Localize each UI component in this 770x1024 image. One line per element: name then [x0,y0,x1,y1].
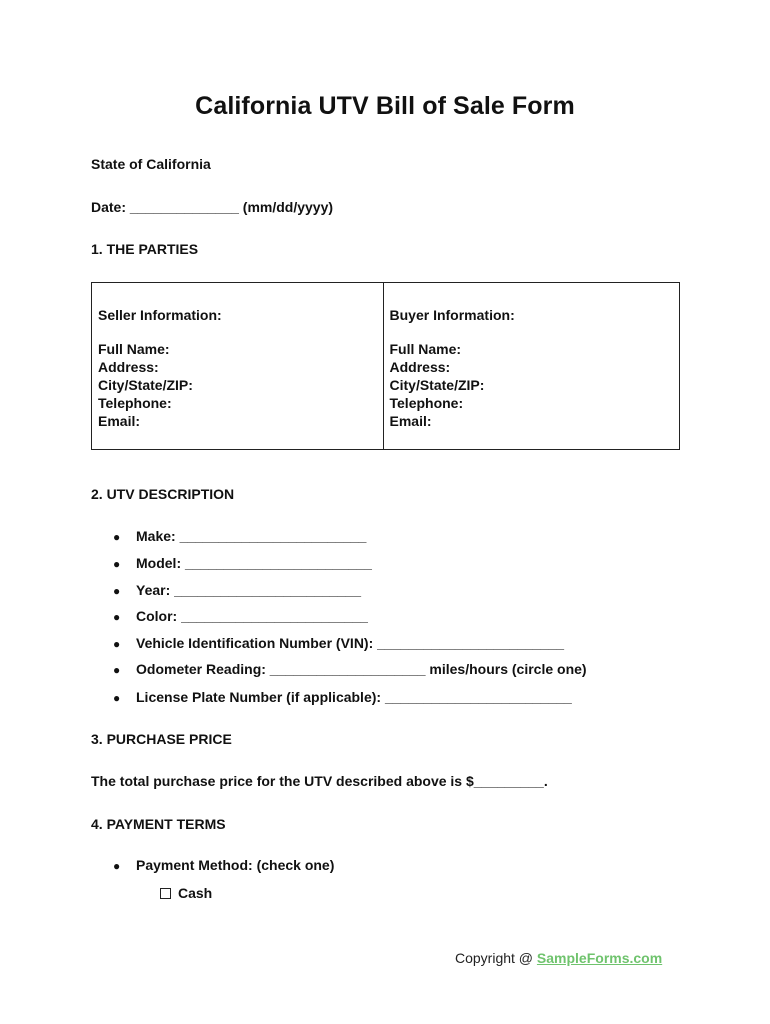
section-purchase-heading: 3. PURCHASE PRICE [91,731,232,747]
seller-cell [92,283,383,449]
copyright-text: Copyright @ [455,950,537,966]
bullet-icon: ● [113,859,121,873]
list-item-odometer: ● Odometer Reading: ____________________ miles/hours (circle one) [113,661,587,677]
buyer-field-email: Email: [389,413,432,429]
payment-option-cash-label: Cash [178,885,213,901]
list-item-model: ● Model: ________________________ [113,555,372,571]
buyer-fields [390,340,485,430]
bullet-icon: ● [113,663,121,677]
seller-field-telephone: Telephone: [98,395,172,411]
list-item-year: ● Year: ________________________ [113,582,362,598]
bullet-icon: ● [113,530,121,544]
seller-field-full-name: Full Name: [98,341,170,357]
bullet-icon: ● [113,610,121,624]
list-item-color: ● Color: ________________________ [113,608,368,624]
list-item-make: ● Make: ________________________ [113,528,367,544]
checkbox-icon[interactable] [160,888,171,899]
section-description-heading: 2. UTV DESCRIPTION [91,486,235,502]
sampleforms-link[interactable]: SampleForms.com [536,950,663,966]
copyright-footer [455,950,662,966]
buyer-field-full-name: Full Name: [389,341,462,357]
list-item-vin: ● Vehicle Identification Number (VIN): ________________________ [113,635,565,651]
seller-field-city-state-zip: City/State/ZIP: [98,377,193,393]
seller-field-email: Email: [98,413,141,429]
list-item-license-plate: ● License Plate Number (if applicable): ________________________ [113,689,572,705]
date-line: Date: ______________ (mm/dd/yyyy) [91,199,334,215]
section-parties-heading: 1. THE PARTIES [91,241,199,257]
seller-heading: Seller Information: [98,307,222,323]
buyer-field-address: Address: [389,359,451,375]
seller-fields [98,340,193,430]
section-payment-heading: 4. PAYMENT TERMS [91,816,226,832]
parties-table [91,282,680,450]
bullet-icon: ● [113,557,121,571]
bullet-icon: ● [113,691,121,705]
payment-option-cash[interactable] [160,885,212,901]
buyer-field-telephone: Telephone: [389,395,464,411]
buyer-heading: Buyer Information: [389,307,515,323]
buyer-cell [383,283,680,449]
bullet-icon: ● [113,584,121,598]
seller-field-address: Address: [98,359,159,375]
list-item-payment-method: ● Payment Method: (check one) [113,857,335,873]
form-title: California UTV Bill of Sale Form [195,92,575,120]
bullet-icon: ● [113,637,121,651]
purchase-price-text: The total purchase price for the UTV described above is $_________. [91,773,548,789]
state-line: State of California [91,156,211,172]
buyer-field-city-state-zip: City/State/ZIP: [389,377,485,393]
